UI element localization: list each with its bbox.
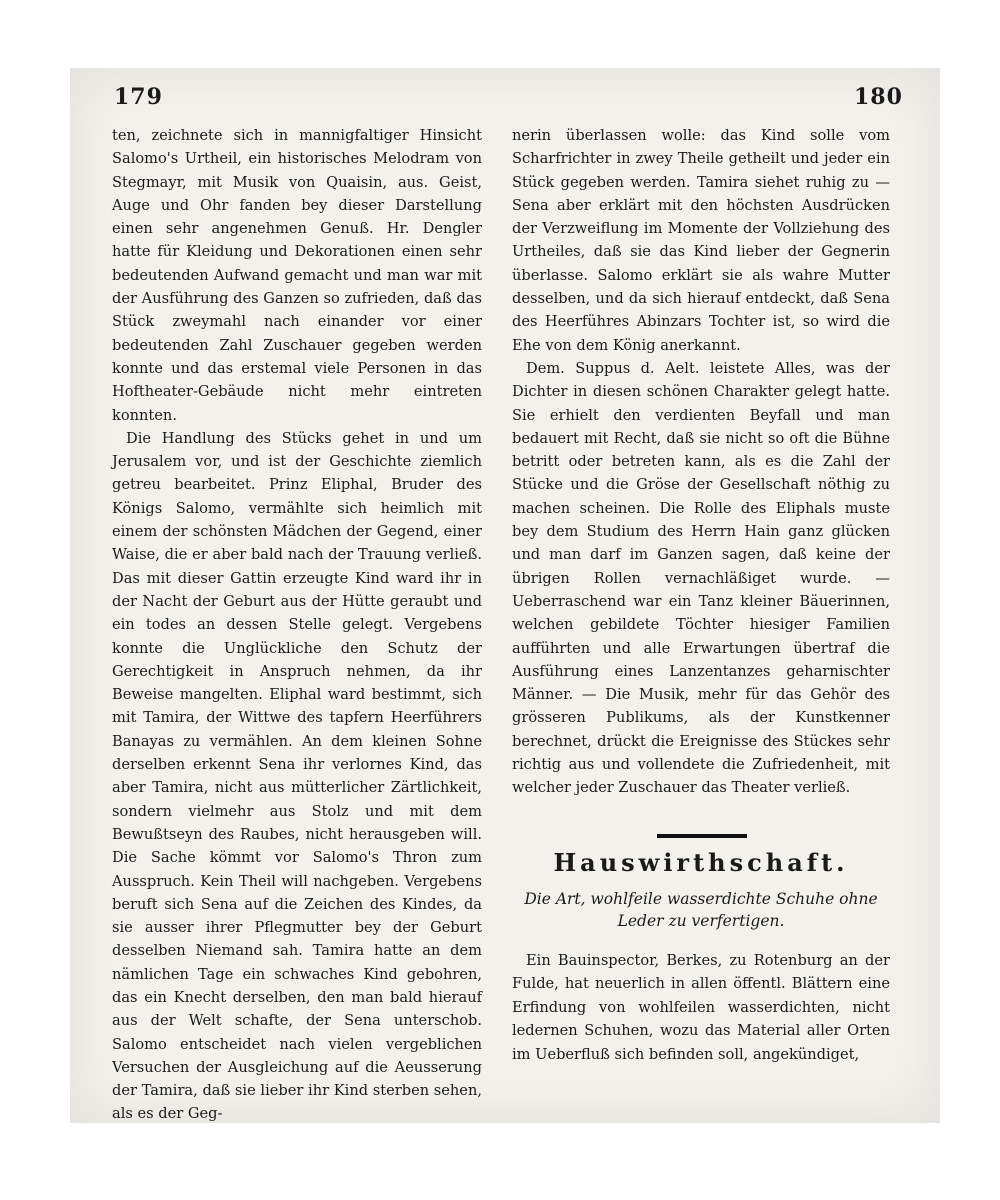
paragraph: Dem. Suppus d. Aelt. leistete Alles, was der Dichter in diesen schönen Charakter gelegt hatte. Sie erhielt den verdienten Beyfall und man bedauert mit Recht, daß sie nicht so oft die Bühne betritt oder betreten kann, als es die Zahl der Stücke und die Gröse der Gesellschaft nöthig zu machen scheinen. Die Rolle des Eliphals muste bey dem Studium des Herrn Hain ganz glücken und man darf im Ganzen sagen, daß keine der übrigen Rollen vernachläßiget wurde. — Ueberraschend war ein Tanz kleiner Bäuerinnen, welchen gebildete Töchter hiesiger Familien aufführten und alle Erwartungen übertraf die Ausführung eines Lanzentanzes geharnischter Männer. — Die Musik, mehr für das Gehör des grösseren Publikums, als der Kunstkenner berechnet, drückt die Ereignisse des Stückes sehr richtig aus und vollendete die Zufriedenheit, mit welcher jeder Zuschauer das Theater verließ. <box>512 359 890 797</box>
section-subheading: Die Art, wohlfeile wasserdichte Schuhe ohne Leder zu verfertigen. <box>524 890 878 930</box>
right-text-column <box>512 124 890 800</box>
page-number-right: 180 <box>854 84 903 110</box>
paragraph: ten, zeichnete sich in mannigfaltiger Hinsicht Salomo's Urtheil, ein historisches Melodram von Stegmayr, mit Musik von Quaisin, aus. Geist, Auge und Ohr fanden bey dieser Darstellung einen sehr angenehmen Genuß. Hr. Dengler hatte für Kleidung und Dekorationen einen sehr bedeutenden Aufwand gemacht und man war mit der Ausführung des Ganzen so zufrieden, daß das Stück zweymahl nach einander vor einer bedeutenden Zahl Zuschauer gegeben werden konnte und das erstemal viele Personen in das Hoftheater-Gebäude nicht mehr eintreten konnten. <box>112 127 482 424</box>
paragraph: nerin überlassen wolle: das Kind solle vom Scharfrichter in zwey Theile getheilt und jeder ein Stück gegeben werden. Tamira siehet ruhig zu — Sena aber erklärt mit den höchsten Ausdrücken der Verzweiflung im Momente der Vollziehung des Urtheiles, daß sie das Kind lieber der Gegnerin überlasse. Salomo erklärt sie als wahre Mutter desselben, und da sich hierauf entdeckt, daß Sena des Heerführes Abinzars Tochter ist, so wird die Ehe von dem König anerkannt. <box>512 127 890 354</box>
section-heading: Hauswirthschaft. <box>553 848 849 877</box>
section-body <box>512 949 890 1066</box>
paragraph: Ein Bauinspector, Berkes, zu Rotenburg an der Fulde, hat neuerlich in allen öffentl. Blättern eine Erfindung von wohlfeilen wasserdichten, nicht ledernen Schuhen, wozu das Material aller Orten im Ueberfluß sich befinden soll, angekündiget, <box>512 952 890 1063</box>
section-divider <box>657 834 747 838</box>
paragraph: Die Handlung des Stücks gehet in und um Jerusalem vor, und ist der Geschichte ziemlich getreu bearbeitet. Prinz Eliphal, Bruder des Königs Salomo, vermählte sich heimlich mit einem der schönsten Mädchen der Gegend, einer Waise, die er aber bald nach der Trauung verließ. Das mit dieser Gattin erzeugte Kind ward ihr in der Nacht der Geburt aus der Hütte geraubt und ein todes an dessen Stelle gelegt. Vergebens konnte die Unglückliche den Schutz der Gerechtigkeit in Anspruch nehmen, da ihr Beweise mangelten. Eliphal ward bestimmt, sich mit Tamira, der Wittwe des tapfern Heerführers Banayas zu vermählen. An dem kleinen Sohne derselben erkennt Sena ihr verlornes Kind, das aber Tamira, nicht aus mütterlicher Zärtlichkeit, sondern vielmehr aus Stolz und mit dem Bewußtseyn des Raubes, nicht herausgeben will. Die Sache kömmt vor Salomo's Thron zum Ausspruch. Kein Theil will nachgeben. Vergebens beruft sich Sena auf die Zeichen des Kindes, da sie ausser ihrer Pflegmutter bey der Geburt desselben Niemand sah. Tamira hatte an dem nämlichen Tage ein schwaches Kind gebohren, das ein Knecht derselben, den man bald hierauf aus der Welt schafte, der Sena unterschob. Salomo entscheidet nach vielen vergeblichen Versuchen der Ausgleichung auf die Aeusserung der Tamira, daß sie lieber ihr Kind sterben sehen, als es der Geg- <box>112 429 482 1123</box>
page-number-left: 179 <box>114 84 163 110</box>
left-text-column <box>112 124 482 1126</box>
